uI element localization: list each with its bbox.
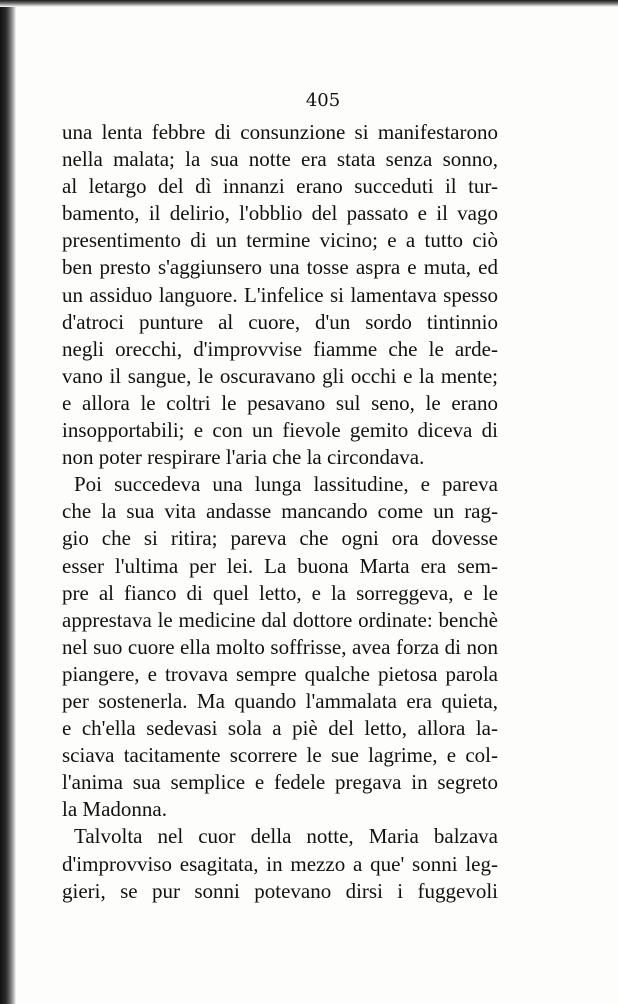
text-line: l'anima sua semplice e fedele pregava in segreto [62,770,498,795]
text-line: e allora le coltri le pesavano sul seno, le erano [62,390,498,415]
text-line: bamento, il delirio, l'obblio del passato e il vago [62,201,498,226]
text-line: pre al fianco di quel letto, e la sorreggeva, e le [62,580,498,605]
scan-binding-edge [0,0,16,1004]
text-line: apprestava le medicine dal dottore ordinate: benchè [62,607,498,632]
text-line: e ch'ella sedevasi sola a piè del letto, allora la- [62,716,498,741]
paragraph-end-line: non poter respirare l'aria che la circondava. [62,445,425,470]
paragraph-end-line: la Madonna. [62,797,167,822]
text-line: piangere, e trovava sempre qualche pietosa parola [62,661,498,686]
text-line: d'atroci punture al cuore, d'un sordo tintinnio [62,309,498,334]
body-text [62,119,498,905]
paragraph-start-line: Poi succedeva una lunga lassitudine, e pareva [74,472,498,497]
page-number: 405 [305,90,341,111]
text-line: nella malata; la sua notte era stata senza sonno, [62,147,498,172]
text-line: presentimento di un termine vicino; e a tutto ciò [62,228,498,253]
text-line: insopportabili; e con un fievole gemito diceva di [62,418,498,443]
text-line: d'improvviso esagitata, in mezzo a que' sonni leg- [62,851,498,876]
scan-top-edge [0,0,618,7]
text-line: per sostenerla. Ma quando l'ammalata era quieta, [62,688,498,713]
text-line: un assiduo languore. L'infelice si lamentava spesso [62,282,498,307]
text-line: gio che si ritira; pareva che ogni ora dovesse [62,526,498,551]
text-line: al letargo del dì innanzi erano succeduti il tur- [62,174,498,199]
text-line: vano il sangue, le oscuravano gli occhi e la mente; [62,363,498,388]
text-line: negli orecchi, d'improvvise fiamme che le arde- [62,336,498,361]
paragraph-start-line: Talvolta nel cuor della notte, Maria balzava [74,824,498,849]
text-line: sciava tacitamente scorrere le sue lagrime, e col- [62,743,498,768]
text-line: che la sua vita andasse mancando come un rag- [62,499,498,524]
text-line: una lenta febbre di consunzione si manifestarono [62,120,498,144]
text-line: nel suo cuore ella molto soffrisse, avea forza di non [62,634,498,659]
text-line: gieri, se pur sonni potevano dirsi i fuggevoli [62,878,498,903]
text-line: esser l'ultima per lei. La buona Marta era sem- [62,553,498,578]
text-line: ben presto s'aggiunsero una tosse aspra e muta, ed [62,255,498,280]
